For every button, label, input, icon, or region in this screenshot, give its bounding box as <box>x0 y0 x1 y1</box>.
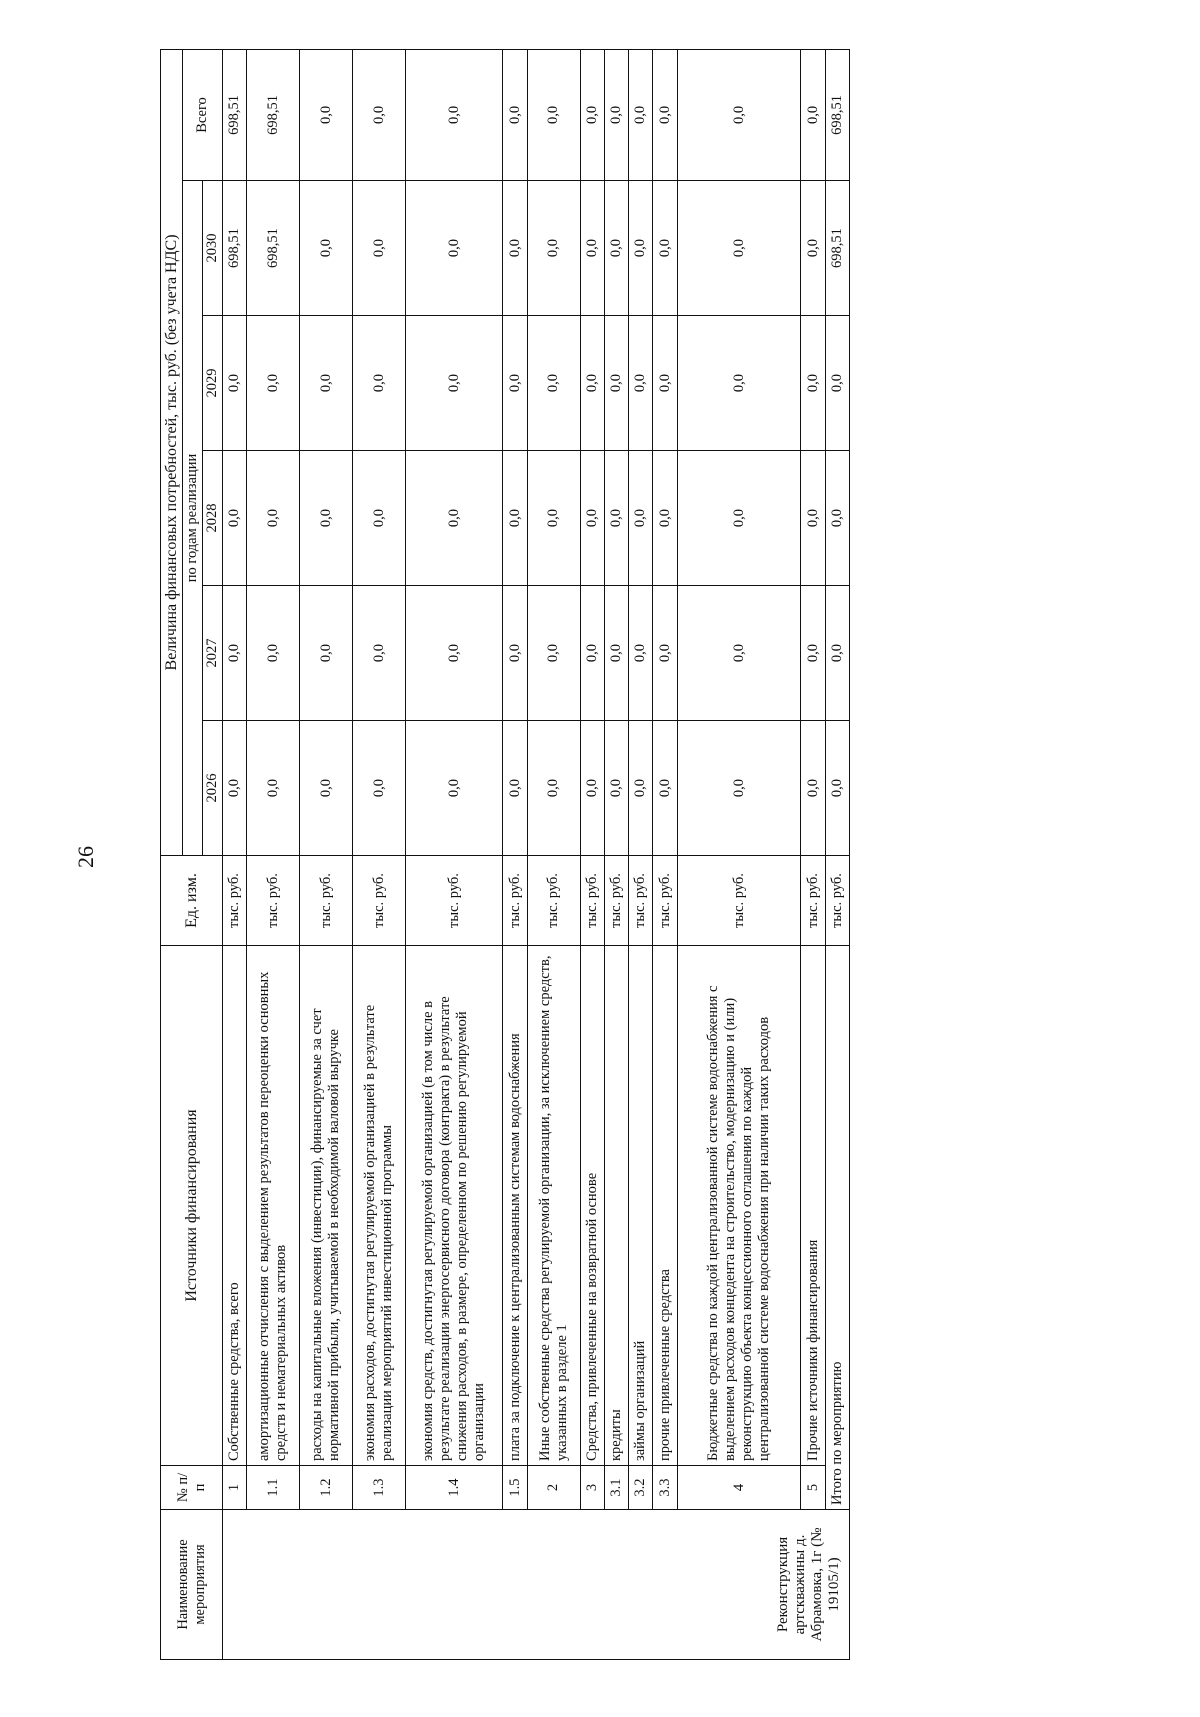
row-value: 0,0 <box>677 721 801 856</box>
row-num: 5 <box>801 1466 825 1510</box>
row-total: 0,0 <box>801 49 825 180</box>
row-value: 0,0 <box>604 181 628 316</box>
row-total: 0,0 <box>653 49 677 180</box>
event-name: Реконструкция артскважины д. Абрамовка, 1г (№ 19105/1) <box>223 1510 850 1660</box>
row-total: 0,0 <box>580 49 604 180</box>
table-row <box>580 49 604 1659</box>
row-source: Иные собственные средства регулируемой организации, за исключением средств, указанных в разделе 1 <box>527 946 580 1466</box>
row-value: 0,0 <box>406 451 503 586</box>
row-value: 0,0 <box>223 721 247 856</box>
row-value: 0,0 <box>801 721 825 856</box>
row-num: 1.3 <box>353 1466 406 1510</box>
table-row <box>629 49 653 1659</box>
row-total: 0,0 <box>527 49 580 180</box>
row-value: 0,0 <box>223 451 247 586</box>
row-num: 1.2 <box>300 1466 353 1510</box>
row-value: 0,0 <box>527 181 580 316</box>
rotated-table-container <box>160 50 850 1660</box>
financing-table <box>160 49 850 1660</box>
row-value: 0,0 <box>353 721 406 856</box>
row-unit: тыс. руб. <box>503 856 527 946</box>
grand-total-total: 698,51 <box>825 49 849 180</box>
row-value: 698,51 <box>223 181 247 316</box>
row-value: 0,0 <box>247 586 300 721</box>
header-year: 2029 <box>203 316 223 451</box>
row-value: 0,0 <box>580 181 604 316</box>
header-event-name: Наименование мероприятия <box>161 1510 223 1660</box>
row-value: 0,0 <box>527 451 580 586</box>
row-num: 1.1 <box>247 1466 300 1510</box>
row-value: 0,0 <box>503 316 527 451</box>
row-value: 0,0 <box>503 721 527 856</box>
row-value: 0,0 <box>580 316 604 451</box>
row-value: 0,0 <box>629 586 653 721</box>
row-value: 0,0 <box>353 316 406 451</box>
row-total: 0,0 <box>604 49 628 180</box>
row-unit: тыс. руб. <box>801 856 825 946</box>
row-unit: тыс. руб. <box>300 856 353 946</box>
row-value: 0,0 <box>653 721 677 856</box>
row-value: 0,0 <box>604 721 628 856</box>
row-unit: тыс. руб. <box>247 856 300 946</box>
row-value: 0,0 <box>527 316 580 451</box>
row-value: 0,0 <box>247 451 300 586</box>
row-num: 1 <box>223 1466 247 1510</box>
row-unit: тыс. руб. <box>223 856 247 946</box>
row-value: 0,0 <box>353 586 406 721</box>
row-value: 0,0 <box>604 451 628 586</box>
row-value: 0,0 <box>406 316 503 451</box>
row-value: 0,0 <box>527 721 580 856</box>
row-unit: тыс. руб. <box>353 856 406 946</box>
row-value: 0,0 <box>677 451 801 586</box>
row-value: 0,0 <box>653 316 677 451</box>
row-source: Бюджетные средства по каждой централизованной системе водоснабжения с выделением расходов концедента на строительство, модернизацию и (или) реконструкцию объекта концессионного соглашения по каждой централизованной системе водоснабжения при наличии таких расходов <box>677 946 801 1466</box>
row-source: Прочие источники финансирования <box>801 946 825 1466</box>
header-num: № п/п <box>161 1466 223 1510</box>
grand-total-label: Итого по мероприятию <box>825 946 849 1510</box>
row-value: 0,0 <box>247 316 300 451</box>
row-value: 0,0 <box>580 586 604 721</box>
header-year: 2028 <box>203 451 223 586</box>
row-value: 0,0 <box>580 721 604 856</box>
row-value: 0,0 <box>801 451 825 586</box>
row-value: 0,0 <box>801 181 825 316</box>
row-value: 0,0 <box>629 451 653 586</box>
table-row-grand-total <box>825 49 849 1659</box>
row-num: 3 <box>580 1466 604 1510</box>
row-value: 0,0 <box>300 181 353 316</box>
row-source: экономия средств, достигнутая регулируемой организацией (в том числе в результате реализации энергосервисного договора (контракта) в результате снижения расходов, в размере, определенном по решению регулируемой организации <box>406 946 503 1466</box>
row-source: Собственные средства, всего <box>223 946 247 1466</box>
row-value: 0,0 <box>406 181 503 316</box>
row-value: 0,0 <box>247 721 300 856</box>
row-source: экономия расходов, достигнутая регулируемой организацией в результате реализации мероприятий инвестиционной программы <box>353 946 406 1466</box>
table-row <box>353 49 406 1659</box>
row-unit: тыс. руб. <box>527 856 580 946</box>
row-value: 0,0 <box>353 181 406 316</box>
row-total: 698,51 <box>247 49 300 180</box>
row-num: 3.2 <box>629 1466 653 1510</box>
header-by-years: по годам реализации <box>183 181 203 856</box>
page-number: 26 <box>73 846 98 868</box>
row-num: 1.5 <box>503 1466 527 1510</box>
row-total: 0,0 <box>503 49 527 180</box>
table-row <box>677 49 801 1659</box>
header-total: Всего <box>183 49 223 180</box>
table-row <box>223 49 247 1659</box>
grand-total-unit: тыс. руб. <box>825 856 849 946</box>
row-unit: тыс. руб. <box>406 856 503 946</box>
row-unit: тыс. руб. <box>604 856 628 946</box>
row-num: 1.4 <box>406 1466 503 1510</box>
row-value: 0,0 <box>653 586 677 721</box>
row-unit: тыс. руб. <box>629 856 653 946</box>
row-value: 0,0 <box>629 721 653 856</box>
header-year: 2026 <box>203 721 223 856</box>
header-unit: Ед. изм. <box>161 856 223 946</box>
grand-total-value: 0,0 <box>825 721 849 856</box>
row-value: 0,0 <box>653 451 677 586</box>
row-value: 0,0 <box>406 721 503 856</box>
table-row <box>503 49 527 1659</box>
header-year: 2027 <box>203 586 223 721</box>
table-row <box>300 49 353 1659</box>
row-value: 0,0 <box>629 181 653 316</box>
row-value: 0,0 <box>580 451 604 586</box>
table-row <box>653 49 677 1659</box>
table-row <box>604 49 628 1659</box>
row-unit: тыс. руб. <box>653 856 677 946</box>
row-num: 3.3 <box>653 1466 677 1510</box>
row-source: прочие привлеченные средства <box>653 946 677 1466</box>
row-value: 0,0 <box>406 586 503 721</box>
row-source: Средства, привлеченные на возвратной основе <box>580 946 604 1466</box>
table-row <box>406 49 503 1659</box>
row-value: 0,0 <box>677 181 801 316</box>
header-year: 2030 <box>203 181 223 316</box>
row-total: 698,51 <box>223 49 247 180</box>
row-value: 0,0 <box>653 181 677 316</box>
row-source: расходы на капитальные вложения (инвестиции), финансируемые за счет нормативной прибыли, учитываемой в необходимой валовой выручке <box>300 946 353 1466</box>
row-value: 0,0 <box>503 586 527 721</box>
row-unit: тыс. руб. <box>677 856 801 946</box>
row-source: амортизационные отчисления с выделением результатов переоценки основных средств и нематериальных активов <box>247 946 300 1466</box>
table-row <box>527 49 580 1659</box>
row-value: 0,0 <box>604 316 628 451</box>
row-total: 0,0 <box>300 49 353 180</box>
row-value: 0,0 <box>223 316 247 451</box>
row-value: 0,0 <box>300 586 353 721</box>
row-value: 0,0 <box>677 316 801 451</box>
row-total: 0,0 <box>406 49 503 180</box>
row-num: 3.1 <box>604 1466 628 1510</box>
row-num: 4 <box>677 1466 801 1510</box>
row-value: 0,0 <box>801 316 825 451</box>
row-unit: тыс. руб. <box>580 856 604 946</box>
grand-total-value: 0,0 <box>825 451 849 586</box>
row-value: 0,0 <box>677 586 801 721</box>
row-value: 0,0 <box>604 586 628 721</box>
table-row <box>801 49 825 1659</box>
row-num: 2 <box>527 1466 580 1510</box>
row-total: 0,0 <box>353 49 406 180</box>
row-source: плата за подключение к централизованным системам водоснабжения <box>503 946 527 1466</box>
row-value: 0,0 <box>300 316 353 451</box>
row-value: 0,0 <box>503 181 527 316</box>
row-total: 0,0 <box>629 49 653 180</box>
row-source: займы организаций <box>629 946 653 1466</box>
row-value: 0,0 <box>503 451 527 586</box>
grand-total-value: 698,51 <box>825 181 849 316</box>
row-value: 698,51 <box>247 181 300 316</box>
row-value: 0,0 <box>353 451 406 586</box>
table-row <box>247 49 300 1659</box>
row-value: 0,0 <box>527 586 580 721</box>
row-value: 0,0 <box>223 586 247 721</box>
row-value: 0,0 <box>300 721 353 856</box>
header-sources: Источники финансирования <box>161 946 223 1466</box>
row-source: кредиты <box>604 946 628 1466</box>
grand-total-value: 0,0 <box>825 586 849 721</box>
row-total: 0,0 <box>677 49 801 180</box>
row-value: 0,0 <box>629 316 653 451</box>
row-value: 0,0 <box>801 586 825 721</box>
header-finance: Величина финансовых потребностей, тыс. руб. (без учета НДС) <box>161 49 183 855</box>
row-value: 0,0 <box>300 451 353 586</box>
grand-total-value: 0,0 <box>825 316 849 451</box>
